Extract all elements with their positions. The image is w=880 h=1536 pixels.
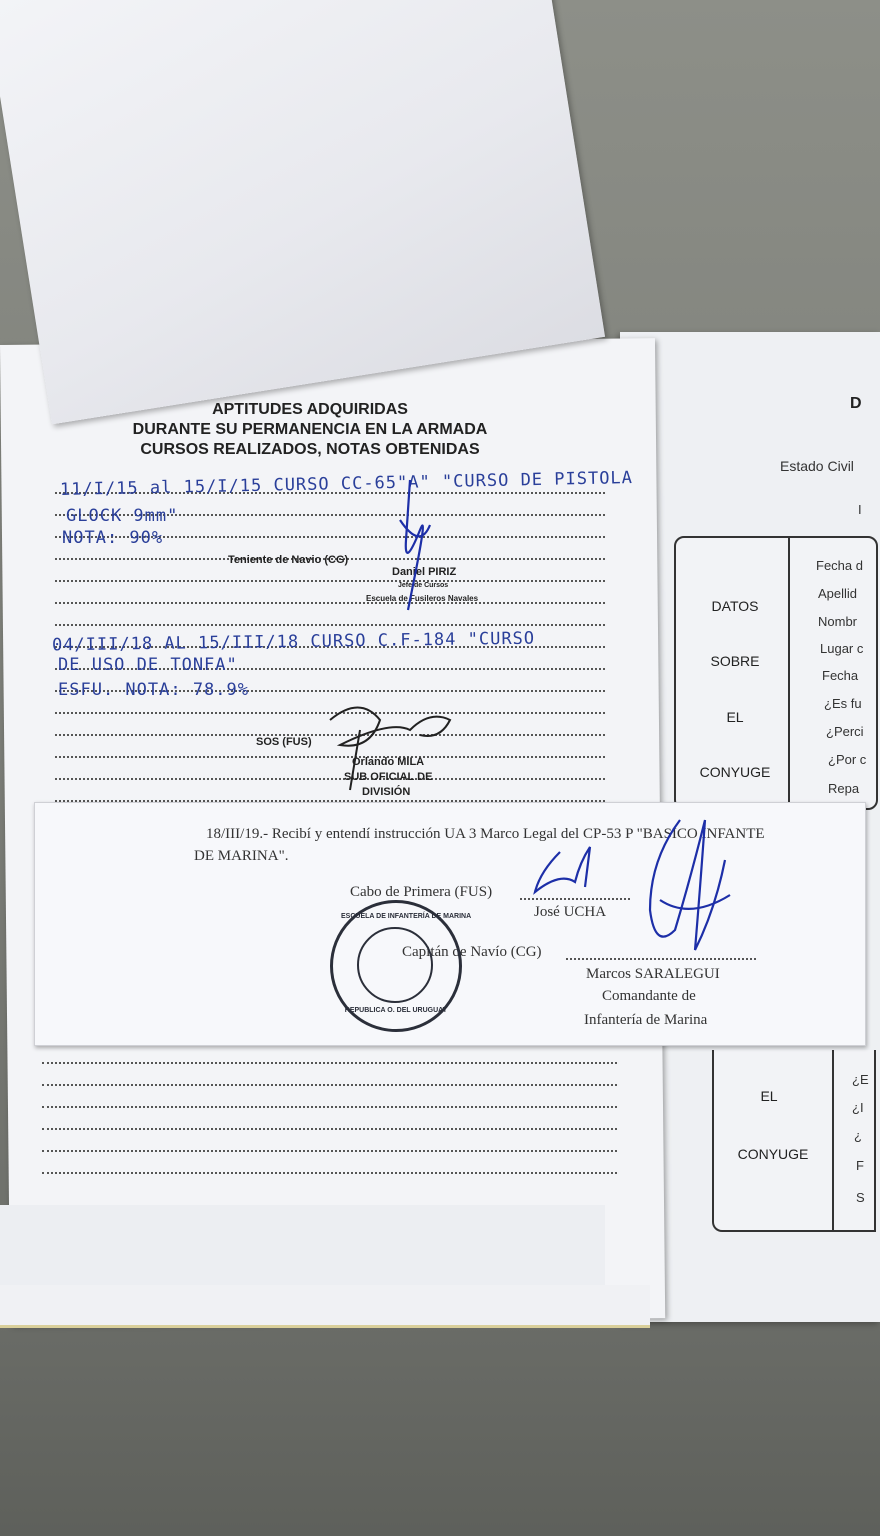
- table-label-conyuge: CONYUGE: [737, 1146, 809, 1162]
- entry2-signatory-role2: DIVISIÓN: [362, 786, 411, 798]
- ruled-line: [42, 1150, 617, 1152]
- table-row: ¿: [854, 1128, 862, 1143]
- ruled-line: [42, 1106, 617, 1108]
- ruled-line: [42, 1062, 617, 1064]
- underlying-sheet: [0, 1205, 605, 1286]
- entry2-signatory-role1: SUB OFICIAL DE: [344, 771, 433, 783]
- cabo-rank: Cabo de Primera (FUS): [350, 884, 493, 900]
- table-row: ¿Perci: [826, 724, 864, 739]
- capitan-rank: Capitán de Navío (CG): [402, 944, 542, 960]
- entry1-line2: GLOCK 9mm": [66, 506, 179, 526]
- entry1-signatory-name: Daniel PIRIZ: [392, 566, 457, 578]
- stamp-text-bottom: REPUBLICA O. DEL URUGUAY: [344, 1007, 448, 1014]
- table-row: ¿Es fu: [824, 696, 862, 711]
- ruled-line: [55, 624, 605, 626]
- table-row: ¿I: [852, 1100, 864, 1115]
- capitan-role1: Comandante de: [602, 988, 696, 1004]
- entry2-line2: DE USO DE TONFA": [58, 655, 238, 675]
- entry1-signatory-unit: Escuela de Fusileros Navales: [366, 594, 479, 603]
- book-edge: [0, 1285, 650, 1328]
- signature-ucha: [520, 842, 610, 902]
- table-row: Repa: [828, 781, 860, 796]
- ruled-line: [55, 602, 605, 604]
- table-row: ¿Por c: [828, 752, 867, 767]
- table-row: Fecha: [822, 668, 859, 683]
- table-row: S: [856, 1190, 865, 1205]
- heading-line-2: DURANTE SU PERMANENCIA EN LA ARMADA: [132, 421, 488, 438]
- right-page-header: D: [850, 395, 862, 412]
- ruled-line: [42, 1128, 617, 1130]
- heading-line-3: CURSOS REALIZADOS, NOTAS OBTENIDAS: [140, 441, 480, 458]
- table-row: Nombr: [818, 614, 858, 629]
- table-divider: [832, 1050, 834, 1230]
- slip-line2: DE MARINA".: [194, 848, 289, 864]
- spouse-data-table: [674, 536, 878, 810]
- ruled-lines-lower: [42, 1048, 617, 1174]
- table-label-el: EL: [726, 709, 744, 725]
- entry1-signatory-role: Jefe de Cursos: [398, 582, 449, 589]
- estado-civil-label: Estado Civil: [780, 458, 854, 474]
- heading-line-1: APTITUDES ADQUIRIDAS: [212, 401, 408, 418]
- table-row: Apellid: [818, 586, 858, 601]
- entry2-rank: SOS (FUS): [256, 736, 312, 748]
- entry1-line3: NOTA: 90%: [62, 528, 164, 548]
- table-label-conyuge: CONYUGE: [699, 764, 771, 780]
- stamp-emblem: [357, 927, 433, 1003]
- table-row: Lugar c: [820, 641, 864, 656]
- entry2-signatory-name: Orlando MILA: [352, 756, 425, 768]
- table-row: F: [856, 1158, 864, 1173]
- stamp-text-top: ESCUELA DE INFANTERÍA DE MARINA: [341, 913, 472, 920]
- entry1-line1: 11/I/15 al 15/I/15 CURSO CC-65"A" "CURSO DE PISTOLA: [59, 468, 634, 500]
- ruled-line: [42, 1172, 617, 1174]
- slip-line1: 18/III/19.- Recibí y entendí instrucción UA 3 Marco Legal del CP-53 P "BASICO INFANTE: [206, 826, 765, 842]
- entry2-line3: ESFU. NOTA: 78.9%: [58, 680, 249, 700]
- page-heading: [80, 400, 540, 460]
- table-label-sobre: SOBRE: [710, 653, 760, 669]
- signature-mila: [300, 690, 480, 800]
- signature-saralegui: [620, 800, 740, 980]
- capitan-role2: Infantería de Marina: [584, 1012, 708, 1028]
- table-label-datos: DATOS: [711, 598, 759, 614]
- capitan-name: Marcos SARALEGUI: [586, 966, 720, 982]
- spouse-data-table-lower: [712, 1050, 876, 1232]
- signature-piriz: [380, 470, 450, 620]
- table-row: ¿E: [852, 1072, 869, 1087]
- entry1-rank: Teniente de Navio (CG): [228, 554, 349, 566]
- cabo-name: José UCHA: [534, 904, 607, 920]
- ruled-line: [42, 1084, 617, 1086]
- table-label-el: EL: [760, 1088, 778, 1104]
- ruled-line: [55, 580, 605, 582]
- table-row: Fecha d: [816, 558, 863, 573]
- entry2-line1: 04/III/18 AL 15/III/18 CURSO C.F-184 "CURSO: [51, 628, 536, 656]
- right-side-label: I: [858, 502, 862, 517]
